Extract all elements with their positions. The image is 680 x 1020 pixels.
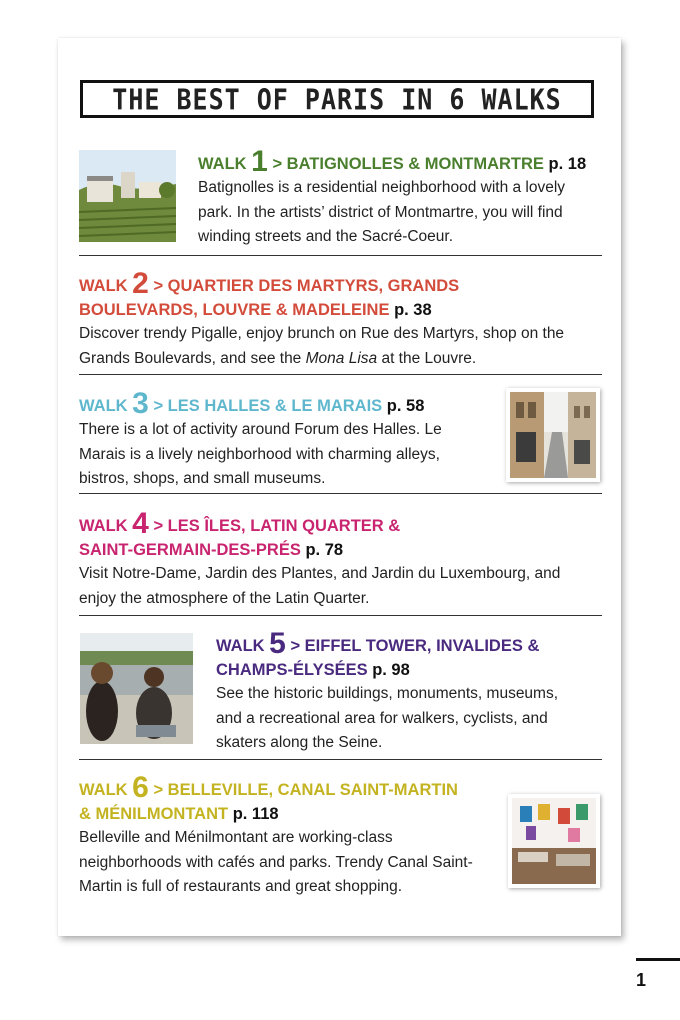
walk-page: p. 98 bbox=[372, 661, 410, 679]
walk-page: p. 58 bbox=[386, 397, 425, 415]
walk-label: WALK bbox=[79, 517, 128, 535]
walk-6-photo bbox=[508, 794, 600, 888]
walk-6-description: Belleville and Ménilmontant are working-class neighborhoods with cafés and parks. Trendy Canal Saint-Martin is full of restaurants and great shopping. bbox=[79, 829, 473, 895]
walk-number: 4 bbox=[132, 507, 149, 540]
walk-number: 5 bbox=[269, 627, 286, 660]
divider bbox=[79, 255, 602, 256]
walk-number: 6 bbox=[132, 771, 149, 804]
walk-page: p. 38 bbox=[394, 301, 432, 319]
walk-number: 1 bbox=[251, 145, 268, 178]
walk-label: WALK bbox=[79, 397, 128, 415]
walk-2-description bbox=[79, 322, 602, 371]
walk-name: > EIFFEL TOWER, INVALIDES & bbox=[290, 637, 540, 655]
walk-6-section bbox=[79, 771, 499, 900]
walk-number: 2 bbox=[132, 267, 149, 300]
walk-6-heading bbox=[79, 771, 499, 804]
walk-1-description: Batignolles is a residential neighborhood with a lovely park. In the artists’ district of Montmartre, you will find winding streets and the Sacré-Coeur. bbox=[198, 179, 566, 245]
walk-4-description: Visit Notre-Dame, Jardin des Plantes, and Jardin du Luxembourg, and enjoy the atmosphere of the Latin Quarter. bbox=[79, 565, 561, 607]
walk-name: > LES ÎLES, LATIN QUARTER & bbox=[153, 517, 401, 535]
walk-3-description: There is a lot of activity around Forum des Halles. Le Marais is a lively neighborhood with charming alleys, bistros, shops, and small museums. bbox=[79, 421, 442, 487]
walk-name-cont: & MÉNILMONTANT bbox=[79, 805, 229, 823]
walk-1-section bbox=[198, 145, 608, 250]
walk-6-heading-line2 bbox=[79, 802, 499, 826]
page-title: THE BEST OF PARIS IN 6 WALKS bbox=[112, 82, 562, 116]
divider bbox=[79, 493, 602, 494]
walk-page: p. 78 bbox=[305, 541, 344, 559]
walk-name-cont: CHAMPS-ÉLYSÉES bbox=[216, 661, 368, 679]
divider bbox=[79, 374, 602, 375]
walk-number: 3 bbox=[132, 387, 149, 420]
walk-1-heading bbox=[198, 145, 608, 178]
walk-2-section bbox=[79, 267, 602, 371]
divider bbox=[79, 759, 602, 760]
walk-2-heading-line2 bbox=[79, 298, 602, 322]
page-number-mark bbox=[636, 958, 680, 961]
page-number: 1 bbox=[636, 970, 647, 990]
walk-5-heading bbox=[216, 627, 606, 660]
walk-label: WALK bbox=[79, 781, 128, 799]
walk-name: > QUARTIER DES MARTYRS, GRANDS bbox=[153, 277, 460, 295]
walk-5-photo bbox=[80, 633, 193, 744]
walk-5-section bbox=[216, 627, 606, 756]
walk-page: p. 18 bbox=[548, 155, 587, 173]
walk-label: WALK bbox=[198, 155, 247, 173]
walk-page: p. 118 bbox=[232, 805, 279, 823]
desc-text: Discover trendy Pigalle, enjoy brunch on Rue des Martyrs, shop on the Grands Boulevards, and see the bbox=[79, 325, 565, 367]
walk-3-heading bbox=[79, 387, 479, 420]
divider bbox=[79, 615, 602, 616]
desc-italic: Mona Lisa bbox=[305, 349, 378, 367]
walk-5-heading-line2 bbox=[216, 658, 606, 682]
walk-label: WALK bbox=[79, 277, 128, 295]
walk-1-photo bbox=[79, 150, 176, 242]
walk-3-section bbox=[79, 387, 479, 492]
walk-4-heading bbox=[79, 507, 602, 540]
walk-4-section bbox=[79, 507, 602, 611]
walk-2-heading bbox=[79, 267, 602, 300]
walk-name: > BELLEVILLE, CANAL SAINT-MARTIN bbox=[153, 781, 458, 799]
walk-4-heading-line2 bbox=[79, 538, 602, 562]
walk-5-description: See the historic buildings, monuments, museums, and a recreational area for walkers, cyclists, and skaters along the Seine. bbox=[216, 685, 559, 751]
walk-name: > BATIGNOLLES & MONTMARTRE bbox=[272, 155, 544, 173]
walk-name: > LES HALLES & LE MARAIS bbox=[153, 397, 383, 415]
walk-label: WALK bbox=[216, 637, 265, 655]
page-card bbox=[58, 38, 621, 936]
walk-name-cont: SAINT-GERMAIN-DES-PRÉS bbox=[79, 541, 301, 559]
desc-text-end: at the Louvre. bbox=[377, 349, 477, 367]
walk-3-photo bbox=[506, 388, 600, 482]
walk-name-cont: BOULEVARDS, LOUVRE & MADELEINE bbox=[79, 301, 390, 319]
title-box bbox=[80, 80, 594, 118]
